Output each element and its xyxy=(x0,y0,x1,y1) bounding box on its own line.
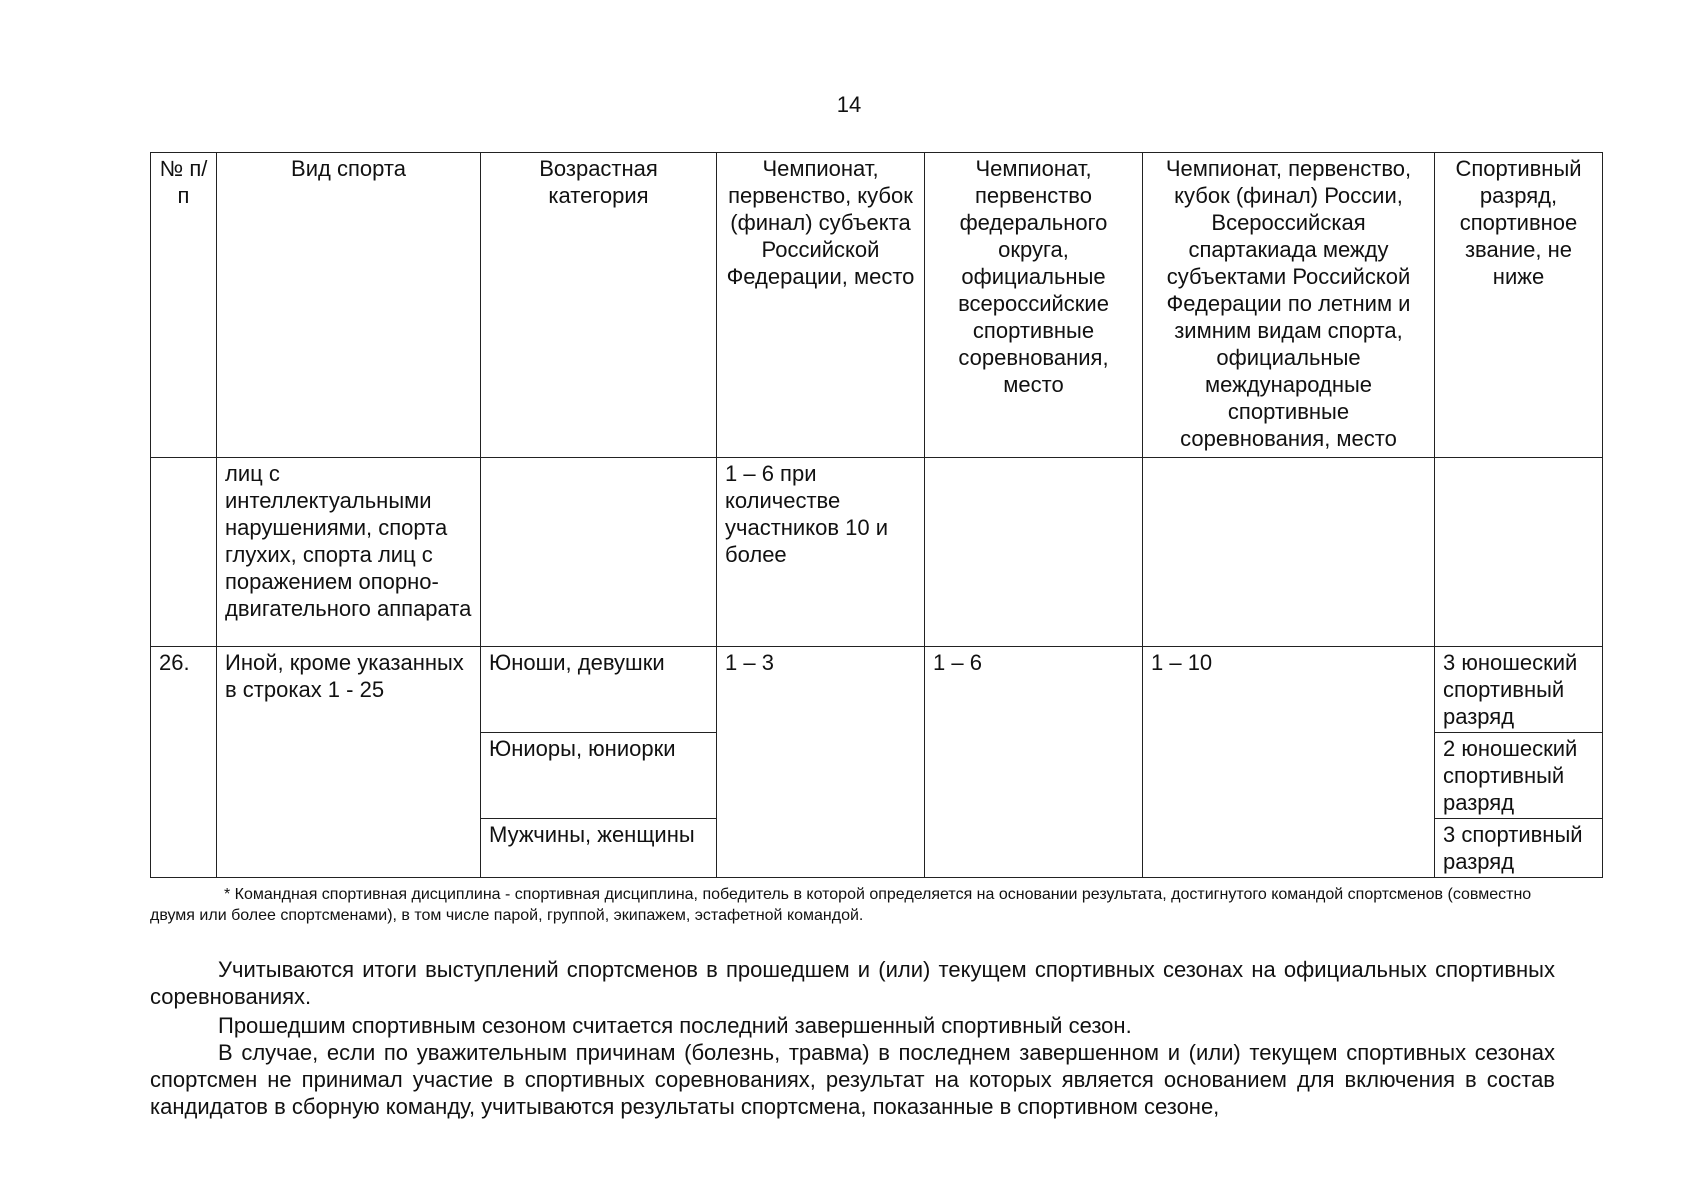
page-number: 14 xyxy=(836,92,862,117)
cell-russia-place: 1 – 10 xyxy=(1143,647,1435,878)
cell-age-category: Юниоры, юниорки xyxy=(481,733,717,819)
cell-subject-place: 1 – 3 xyxy=(717,647,925,878)
cell-sport-rank: 2 юношеский спортивный разряд xyxy=(1435,733,1603,819)
cell-sport: лиц с интеллектуальными нарушениями, спорта глухих, спорта лиц с поражением опорно-двигательного аппарата xyxy=(217,458,481,647)
cell-age-category: Мужчины, женщины xyxy=(481,819,717,878)
table-row xyxy=(151,647,1603,733)
cell-sport-rank: 3 спортивный разряд xyxy=(1435,819,1603,878)
cell-federal-place xyxy=(925,458,1143,647)
header-number: № п/п xyxy=(151,153,217,458)
table-row xyxy=(151,458,1603,647)
paragraph: В случае, если по уважительным причинам (болезнь, травма) в последнем завершенном и (или) текущем спортивных сезонах спортсмен не принимал участие в спортивных соревнованиях, результат на которых является основанием для включения в состав кандидатов в сборную команду, учитываются результаты спортсмена, показанные в спортивном сезоне, xyxy=(150,1040,1555,1119)
header-sport: Вид спорта xyxy=(217,153,481,458)
cell-sport-rank xyxy=(1435,458,1603,647)
header-russia-championship: Чемпионат, первенство, кубок (финал) России, Всероссийская спартакиада между субъектами Российской Федерации по летним и зимним видам спорта, официальные международные спортивные соревнования, место xyxy=(1143,153,1435,458)
cell-subject-place: 1 – 6 при количестве участников 10 и более xyxy=(717,458,925,647)
cell-russia-place xyxy=(1143,458,1435,647)
table-header-row xyxy=(151,153,1603,458)
header-federal-championship: Чемпионат, первенство федерального округа, официальные всероссийские спортивные соревнования, место xyxy=(925,153,1143,458)
cell-age-category xyxy=(481,458,717,647)
sports-requirements-table xyxy=(150,152,1603,878)
cell-number: 26. xyxy=(151,647,217,878)
cell-age-category: Юноши, девушки xyxy=(481,647,717,733)
cell-sport: Иной, кроме указанных в строках 1 - 25 xyxy=(217,647,481,878)
footnote: * Командная спортивная дисциплина - спортивная дисциплина, победитель в которой определяется на основании результата, достигнутого командой спортсменов (совместно двумя или более спортсменами), в том числе парой, группой, экипажем, эстафетной командой. xyxy=(150,886,1532,924)
header-age-category: Возрастная категория xyxy=(481,153,717,458)
paragraph: Учитываются итоги выступлений спортсменов в прошедшем и (или) текущем спортивных сезонах на официальных спортивных соревнованиях. xyxy=(150,957,1555,1009)
cell-sport-rank: 3 юношеский спортивный разряд xyxy=(1435,647,1603,733)
paragraph: Прошедшим спортивным сезоном считается последний завершенный спортивный сезон. xyxy=(218,1013,1132,1038)
cell-federal-place: 1 – 6 xyxy=(925,647,1143,878)
cell-number xyxy=(151,458,217,647)
header-subject-championship: Чемпионат, первенство, кубок (финал) субъекта Российской Федерации, место xyxy=(717,153,925,458)
header-sport-rank: Спортивный разряд, спортивное звание, не ниже xyxy=(1435,153,1603,458)
